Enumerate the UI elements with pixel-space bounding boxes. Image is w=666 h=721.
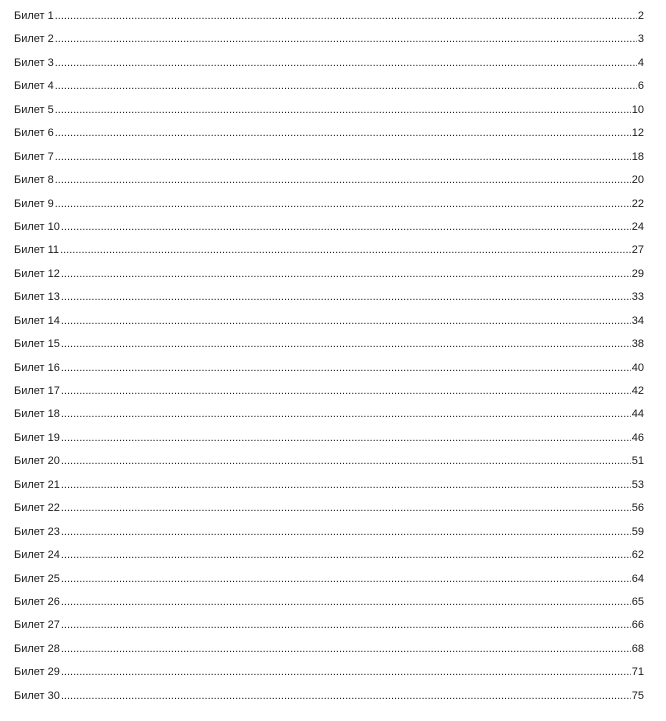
toc-entry-page: 56 — [631, 502, 644, 515]
toc-dot-leader — [55, 198, 631, 210]
toc-dot-leader — [61, 455, 631, 467]
toc-entry[interactable] — [14, 127, 644, 150]
toc-entry-page: 12 — [631, 127, 644, 140]
toc-entry-title: Билет 14 — [14, 314, 60, 327]
toc-dot-leader — [61, 596, 631, 608]
toc-entry[interactable] — [14, 573, 644, 596]
toc-entry-page: 53 — [631, 478, 644, 491]
toc-dot-leader — [61, 362, 631, 374]
toc-entry-page: 34 — [631, 314, 644, 327]
toc-entry-page: 10 — [631, 103, 644, 116]
toc-dot-leader — [61, 291, 631, 303]
toc-entry-title: Билет 19 — [14, 431, 60, 444]
toc-entry-title: Билет 1 — [14, 10, 54, 22]
toc-entry[interactable] — [14, 244, 644, 267]
toc-entry[interactable] — [14, 526, 644, 549]
toc-entry-title: Билет 24 — [14, 549, 60, 562]
toc-dot-leader — [55, 33, 637, 45]
toc-entry-title: Билет 23 — [14, 525, 60, 538]
toc-entry[interactable] — [14, 57, 644, 80]
toc-dot-leader — [61, 690, 631, 702]
toc-entry-page: 24 — [631, 220, 644, 233]
toc-entry-title: Билет 2 — [14, 33, 54, 46]
toc-entry-title: Билет 26 — [14, 595, 60, 608]
toc-entry-title: Билет 12 — [14, 267, 60, 280]
toc-dot-leader — [61, 643, 631, 655]
toc-entry[interactable] — [14, 690, 644, 713]
toc-dot-leader — [61, 502, 631, 514]
toc-entry-page: 27 — [631, 244, 644, 257]
toc-entry-page: 22 — [631, 197, 644, 210]
toc-dot-leader — [61, 268, 631, 280]
toc-entry-page: 65 — [631, 595, 644, 608]
toc-entry[interactable] — [14, 408, 644, 431]
toc-entry-page: 42 — [631, 385, 644, 397]
toc-entry-title: Билет 30 — [14, 689, 60, 702]
toc-entry-title: Билет 15 — [14, 338, 60, 351]
toc-entry[interactable] — [14, 666, 644, 689]
toc-entry[interactable] — [14, 479, 644, 502]
toc-entry[interactable] — [14, 198, 644, 221]
toc-entry[interactable] — [14, 104, 644, 127]
toc-entry-title: Билет 8 — [14, 174, 54, 187]
toc-dot-leader — [61, 221, 631, 233]
toc-entry-page: 62 — [631, 549, 644, 562]
toc-dot-leader — [61, 315, 631, 327]
toc-entry-page: 3 — [637, 33, 644, 46]
toc-entry-title: Билет 13 — [14, 291, 60, 304]
toc-entry-title: Билет 28 — [14, 642, 60, 655]
toc-entry-page: 20 — [631, 174, 644, 187]
toc-entry-title: Билет 6 — [14, 127, 54, 140]
toc-entry-page: 40 — [631, 361, 644, 374]
toc-entry-page: 66 — [631, 619, 644, 632]
toc-entry-page: 75 — [631, 689, 644, 702]
toc-entry[interactable] — [14, 432, 644, 455]
toc-entry-title: Билет 21 — [14, 478, 60, 491]
toc-dot-leader — [55, 151, 631, 163]
toc-entry-title: Билет 25 — [14, 572, 60, 585]
toc-dot-leader — [61, 408, 631, 420]
toc-entry-title: Билет 16 — [14, 361, 60, 374]
toc-dot-leader — [61, 432, 631, 444]
toc-entry-title: Билет 10 — [14, 220, 60, 233]
toc-dot-leader — [61, 573, 631, 585]
toc-entry[interactable] — [14, 291, 644, 314]
toc-entry[interactable] — [14, 619, 644, 642]
toc-entry[interactable] — [14, 362, 644, 385]
toc-entry[interactable] — [14, 502, 644, 525]
toc-entry-page: 68 — [631, 642, 644, 655]
toc-entry[interactable] — [14, 151, 644, 174]
toc-entry-title: Билет 18 — [14, 408, 60, 421]
toc-entry-title: Билет 5 — [14, 103, 54, 116]
toc-entry-page: 29 — [631, 267, 644, 280]
toc-dot-leader — [61, 479, 631, 491]
toc-dot-leader — [55, 57, 637, 69]
toc-entry-title: Билет 7 — [14, 150, 54, 163]
toc-entry[interactable] — [14, 338, 644, 361]
toc-entry-page: 64 — [631, 572, 644, 585]
toc-entry-page: 4 — [637, 56, 644, 69]
toc-entry-title: Билет 20 — [14, 455, 60, 468]
toc-entry-page: 38 — [631, 338, 644, 351]
table-of-contents — [14, 10, 644, 713]
toc-entry-title: Билет 22 — [14, 502, 60, 515]
toc-entry[interactable] — [14, 174, 644, 197]
toc-entry[interactable] — [14, 643, 644, 666]
toc-entry-page: 33 — [631, 291, 644, 304]
toc-entry-page: 2 — [637, 10, 644, 22]
toc-entry[interactable] — [14, 549, 644, 572]
toc-entry-page: 18 — [631, 150, 644, 163]
toc-dot-leader — [61, 549, 631, 561]
toc-dot-leader — [55, 174, 631, 186]
toc-entry[interactable] — [14, 33, 644, 56]
toc-entry-title: Билет 29 — [14, 666, 60, 679]
toc-dot-leader — [61, 526, 631, 538]
toc-entry-page: 59 — [631, 525, 644, 538]
toc-entry-title: Билет 3 — [14, 56, 54, 69]
toc-entry-page: 44 — [631, 408, 644, 421]
toc-entry[interactable] — [14, 80, 644, 103]
toc-dot-leader — [55, 10, 637, 22]
toc-entry[interactable] — [14, 10, 644, 33]
toc-entry[interactable] — [14, 596, 644, 619]
toc-entry-page: 46 — [631, 431, 644, 444]
toc-dot-leader — [55, 127, 631, 139]
toc-entry-title: Билет 4 — [14, 80, 54, 93]
toc-entry[interactable] — [14, 315, 644, 338]
toc-dot-leader — [61, 619, 631, 631]
toc-dot-leader — [55, 80, 637, 92]
toc-entry-page: 71 — [631, 666, 644, 679]
toc-entry[interactable] — [14, 268, 644, 291]
toc-entry-title: Билет 27 — [14, 619, 60, 632]
toc-entry[interactable] — [14, 221, 644, 244]
toc-dot-leader — [61, 338, 631, 350]
toc-entry-title: Билет 17 — [14, 385, 60, 397]
toc-dot-leader — [61, 666, 631, 678]
toc-entry-page: 51 — [631, 455, 644, 468]
toc-dot-leader — [61, 385, 631, 397]
toc-entry-page: 6 — [637, 80, 644, 93]
toc-dot-leader — [55, 104, 631, 116]
toc-entry[interactable] — [14, 455, 644, 478]
toc-entry-title: Билет 9 — [14, 197, 54, 210]
toc-dot-leader — [60, 244, 631, 256]
toc-entry[interactable] — [14, 385, 644, 408]
toc-entry-title: Билет 11 — [14, 244, 60, 257]
